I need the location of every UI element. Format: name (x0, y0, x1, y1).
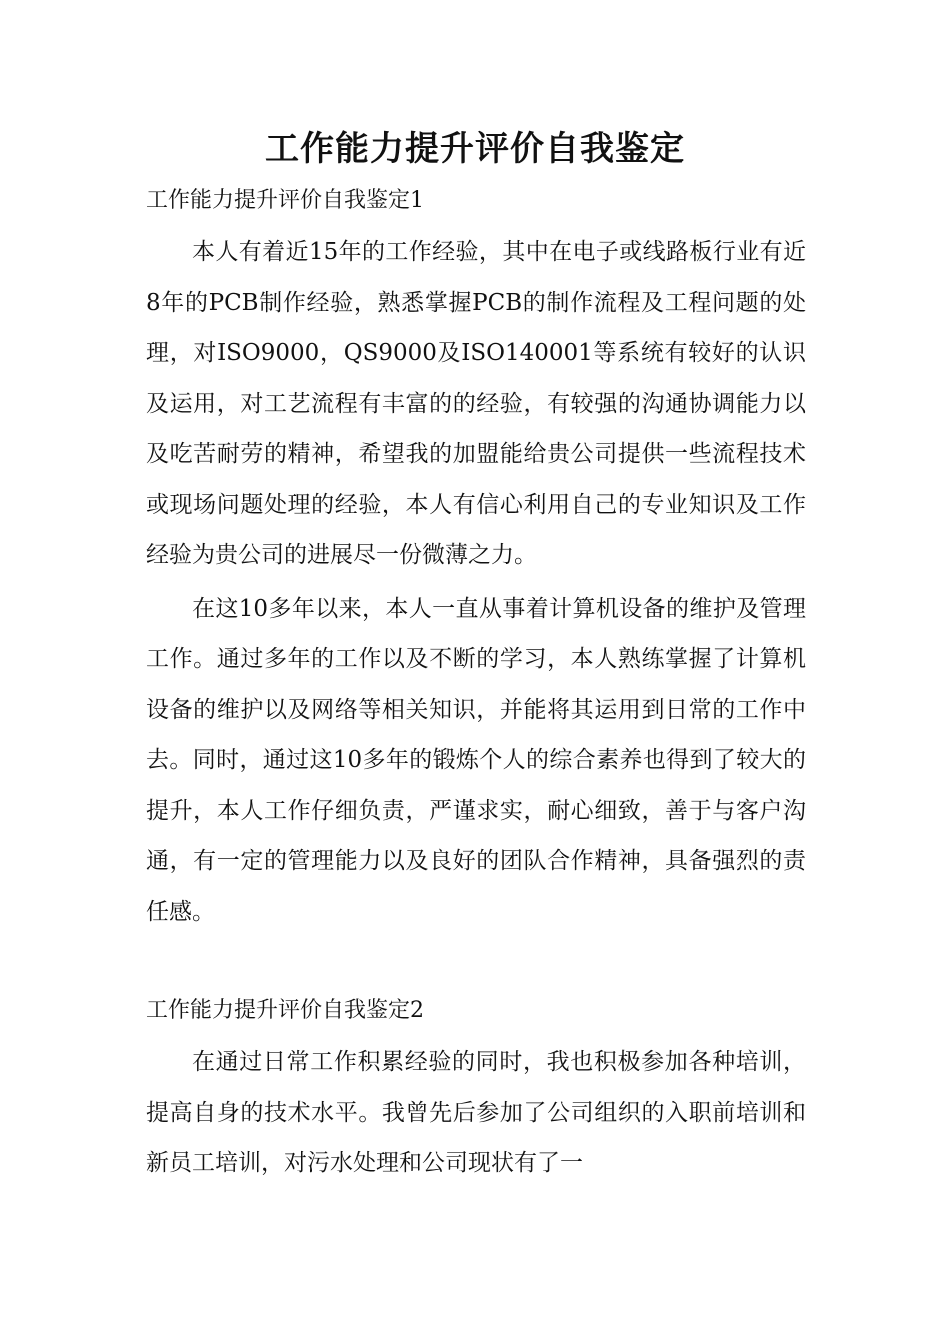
section-heading: 工作能力提升评价自我鉴定1 (146, 188, 424, 213)
section-2 (146, 988, 806, 1189)
section-1 (146, 178, 806, 937)
paragraph: 在这10多年以来，本人一直从事着计算机设备的维护及管理工作。通过多年的工作以及不断的学习，本人熟练掌握了计算机设备的维护以及网络等相关知识，并能将其运用到日常的工作中去。同时，通过这10多年的锻炼个人的综合素养也得到了较大的提升，本人工作仔细负责，严谨求实，耐心细致，善于与客户沟通，有一定的管理能力以及良好的团队合作精神，具备强烈的责任感。 (146, 595, 806, 925)
document-body (146, 178, 806, 1189)
paragraph: 在通过日常工作积累经验的同时，我也积极参加各种培训，提高自身的技术水平。我曾先后参加了公司组织的入职前培训和新员工培训，对污水处理和公司现状有了一 (146, 1049, 806, 1176)
document-title: 工作能力提升评价自我鉴定 (265, 129, 685, 169)
paragraph: 本人有着近15年的工作经验，其中在电子或线路板行业有近8年的PCB制作经验，熟悉掌握PCB的制作流程及工程问题的处理，对ISO9000，QS9000及ISO140001等系统有较好的认识及运用，对工艺流程有丰富的的经验，有较强的沟通协调能力以及吃苦耐劳的精神，希望我的加盟能给贵公司提供一些流程技术或现场问题处理的经验，本人有信心利用自己的专业知识及工作经验为贵公司的进展尽一份微薄之力。 (146, 239, 806, 568)
section-heading: 工作能力提升评价自我鉴定2 (146, 998, 424, 1023)
